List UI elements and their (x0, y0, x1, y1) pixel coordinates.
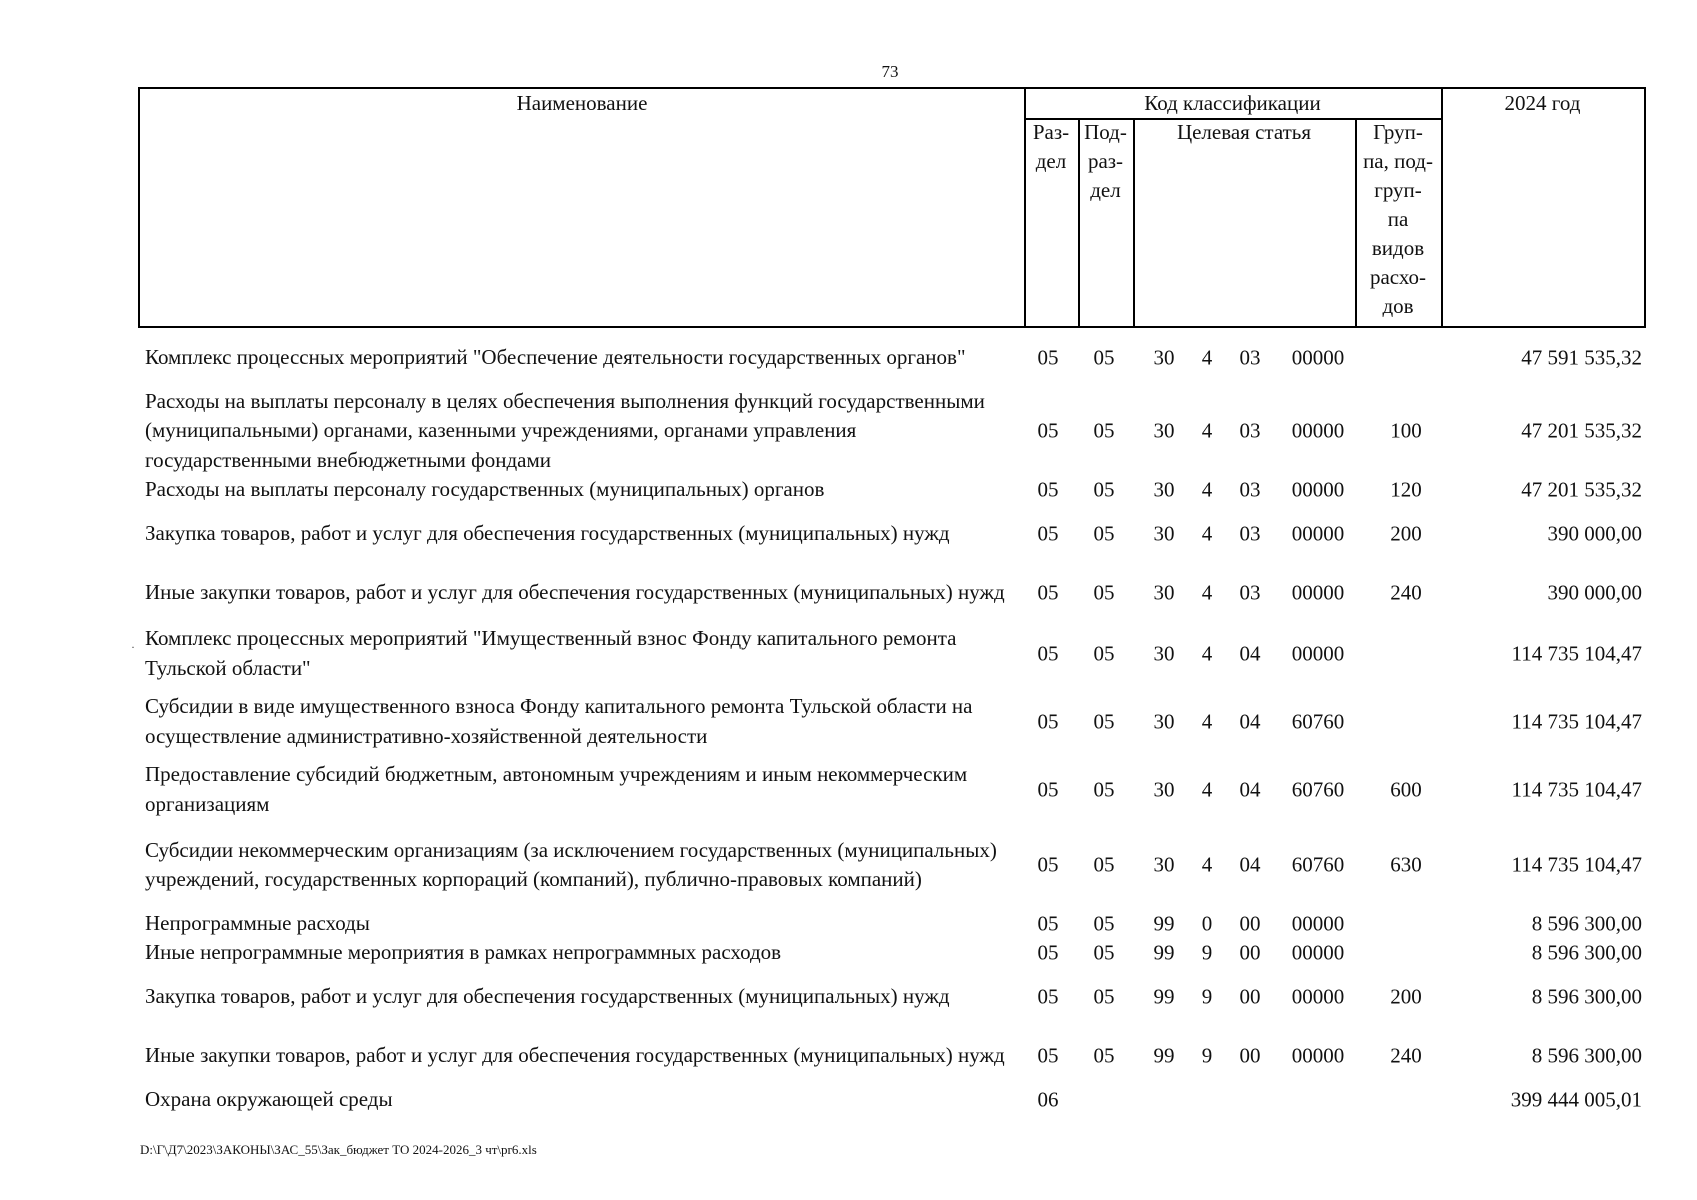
table-row (138, 758, 1646, 821)
row-code-t4: 60760 (1291, 776, 1345, 801)
header-target: Целевая статья (1176, 120, 1312, 144)
row-code-rz: 05 (1037, 1042, 1059, 1067)
row-code-rz: 05 (1037, 708, 1059, 733)
header-code-group: Код классификации (1144, 91, 1321, 115)
row-code-pr: 05 (1093, 1042, 1115, 1067)
row-name: Расходы на выплаты персоналу в целях обеспечения выполнения функций государственными (муниципальными) органами, казенными учреждениями, органами управления государственными внебюджетными фондами (145, 388, 985, 472)
table-row (138, 475, 1646, 504)
header-podrazdel (1078, 118, 1133, 205)
row-code-rz: 05 (1037, 910, 1059, 935)
row-code-t1: 30 (1153, 640, 1175, 665)
row-code-t1: 30 (1153, 476, 1175, 501)
row-code-t4: 00000 (1291, 476, 1345, 501)
row-amount: 8 596 300,00 (1531, 1042, 1642, 1067)
row-name: Субсидии в виде имущественного взноса Фонду капитального ремонта Тульской области на осуществление административно-хозяйственной деятельности (145, 694, 973, 748)
footer-file-path: D:\Г\Д7\2023\ЗАКОНЫ\ЗАС_55\Зак_бюджет ТО 2024-2026_3 чт\pr6.xls (140, 1142, 537, 1157)
table-body (138, 328, 1646, 1114)
row-name: Расходы на выплаты персоналу государственных (муниципальных) органов (145, 476, 825, 501)
table-row (138, 685, 1646, 758)
row-code-t4: 60760 (1291, 852, 1345, 877)
header-group-line: видов (1371, 236, 1425, 260)
row-code-pr: 05 (1093, 939, 1115, 964)
page-number: 73 (881, 62, 899, 81)
row-code-t2: 4 (1201, 708, 1213, 733)
row-code-t3: 00 (1239, 910, 1261, 935)
row-code-t2: 9 (1201, 939, 1213, 964)
row-code-pr: 05 (1093, 776, 1115, 801)
row-code-t2: 4 (1201, 852, 1213, 877)
row-code-vr: 600 (1390, 776, 1422, 801)
row-code-pr: 05 (1093, 708, 1115, 733)
row-code-vr: 240 (1390, 579, 1422, 604)
row-code-rz: 05 (1037, 939, 1059, 964)
row-code-t3: 04 (1239, 776, 1261, 801)
row-code-rz: 05 (1037, 579, 1059, 604)
row-amount: 47 201 535,32 (1521, 476, 1642, 501)
table-row (138, 938, 1646, 967)
row-code-vr: 630 (1390, 852, 1422, 877)
table-row (138, 504, 1646, 563)
row-code-t1: 99 (1153, 910, 1175, 935)
row-name: Иные непрограммные мероприятия в рамках непрограммных расходов (145, 939, 782, 964)
row-code-rz: 05 (1037, 476, 1059, 501)
table-row (138, 387, 1646, 475)
header-group-line: па, под- (1363, 149, 1433, 173)
row-amount: 390 000,00 (1547, 579, 1642, 604)
row-code-t4: 00000 (1291, 418, 1345, 443)
row-code-rz: 06 (1037, 1086, 1059, 1111)
row-code-t1: 99 (1153, 939, 1175, 964)
row-code-t4: 00000 (1291, 640, 1345, 665)
row-code-t4: 00000 (1291, 579, 1345, 604)
table-row (138, 909, 1646, 938)
row-amount: 114 735 104,47 (1511, 776, 1642, 801)
row-amount: 399 444 005,01 (1510, 1086, 1642, 1111)
row-code-t4: 00000 (1291, 1042, 1345, 1067)
row-code-t4: 60760 (1291, 708, 1345, 733)
row-code-t3: 03 (1239, 344, 1261, 369)
table-row (138, 622, 1646, 685)
row-name: Закупка товаров, работ и услуг для обеспечения государственных (муниципальных) нужд (145, 520, 950, 545)
row-code-t2: 4 (1201, 520, 1213, 545)
row-code-pr: 05 (1093, 910, 1115, 935)
header-podrazdel-line: дел (1090, 178, 1121, 202)
header-group-line: Груп- (1373, 120, 1423, 144)
row-code-t2: 9 (1201, 983, 1213, 1008)
row-code-t3: 03 (1239, 579, 1261, 604)
row-code-rz: 05 (1037, 344, 1059, 369)
row-code-t3: 00 (1239, 1042, 1261, 1067)
row-code-t2: 4 (1201, 579, 1213, 604)
row-code-t2: 4 (1201, 776, 1213, 801)
row-code-t4: 00000 (1291, 520, 1345, 545)
table-row (138, 1026, 1646, 1085)
row-code-t1: 99 (1153, 1042, 1175, 1067)
row-code-t3: 00 (1239, 939, 1261, 964)
row-amount: 8 596 300,00 (1531, 983, 1642, 1008)
row-code-rz: 05 (1037, 983, 1059, 1008)
row-code-pr: 05 (1093, 640, 1115, 665)
row-code-pr: 05 (1093, 476, 1115, 501)
row-name: Комплекс процессных мероприятий "Имущественный взнос Фонду капитального ремонта Тульской области" (145, 626, 957, 680)
row-code-pr: 05 (1093, 852, 1115, 877)
row-name: Иные закупки товаров, работ и услуг для обеспечения государственных (муниципальных) нужд (145, 1042, 1005, 1067)
row-code-t2: 4 (1201, 418, 1213, 443)
row-code-pr: 05 (1093, 344, 1115, 369)
row-amount: 114 735 104,47 (1511, 640, 1642, 665)
table-header (138, 87, 1646, 328)
row-code-t1: 30 (1153, 520, 1175, 545)
row-code-rz: 05 (1037, 640, 1059, 665)
row-code-t1: 30 (1153, 579, 1175, 604)
table-row (138, 563, 1646, 622)
row-amount: 8 596 300,00 (1531, 910, 1642, 935)
header-year: 2024 год (1504, 91, 1581, 115)
row-code-t3: 04 (1239, 708, 1261, 733)
row-code-rz: 05 (1037, 520, 1059, 545)
row-code-t2: 4 (1201, 476, 1213, 501)
row-code-t3: 03 (1239, 476, 1261, 501)
header-razdel (1024, 118, 1078, 176)
row-code-t1: 30 (1153, 418, 1175, 443)
row-code-t1: 30 (1153, 708, 1175, 733)
row-amount: 390 000,00 (1547, 520, 1642, 545)
header-razdel-line: Раз- (1032, 120, 1070, 144)
row-amount: 114 735 104,47 (1511, 708, 1642, 733)
row-code-pr: 05 (1093, 983, 1115, 1008)
row-code-t4: 00000 (1291, 939, 1345, 964)
header-group-line: па (1387, 207, 1409, 231)
row-name: Предоставление субсидий бюджетным, автономным учреждениям и иным некоммерческим организациям (145, 762, 968, 816)
header-razdel-line: дел (1035, 149, 1067, 173)
row-code-t2: 9 (1201, 1042, 1213, 1067)
header-group (1355, 118, 1441, 321)
header-podrazdel-line: Под- (1084, 120, 1127, 144)
header-group-line: расхо- (1369, 265, 1427, 289)
row-code-vr: 200 (1390, 520, 1422, 545)
row-code-t2: 4 (1201, 640, 1213, 665)
row-code-t3: 04 (1239, 640, 1261, 665)
row-name: Субсидии некоммерческим организациям (за исключением государственных (муниципальных) учреждений, государственных корпораций (компаний), публично-правовых компаний) (145, 837, 997, 891)
table-row (138, 967, 1646, 1026)
header-group-line: дов (1382, 294, 1414, 318)
row-name: Комплекс процессных мероприятий "Обеспечение деятельности государственных органов" (145, 344, 966, 369)
row-amount: 114 735 104,47 (1511, 852, 1642, 877)
row-name: Охрана окружающей среды (145, 1086, 393, 1111)
table-row (138, 821, 1646, 909)
row-code-vr: 100 (1390, 418, 1422, 443)
row-code-pr: 05 (1093, 418, 1115, 443)
row-code-t1: 30 (1153, 852, 1175, 877)
row-code-t2: 4 (1201, 344, 1213, 369)
table-row (138, 328, 1646, 387)
row-name: Закупка товаров, работ и услуг для обеспечения государственных (муниципальных) нужд (145, 983, 950, 1008)
row-amount: 8 596 300,00 (1531, 939, 1642, 964)
divider (1441, 89, 1443, 326)
row-code-t2: 0 (1201, 910, 1213, 935)
row-name: Непрограммные расходы (145, 910, 370, 935)
row-code-t4: 00000 (1291, 344, 1345, 369)
row-code-t3: 03 (1239, 418, 1261, 443)
row-code-t1: 30 (1153, 344, 1175, 369)
row-code-t4: 00000 (1291, 983, 1345, 1008)
row-code-t3: 00 (1239, 983, 1261, 1008)
row-code-vr: 120 (1390, 476, 1422, 501)
margin-mark: · (131, 640, 135, 654)
row-name: Иные закупки товаров, работ и услуг для обеспечения государственных (муниципальных) нужд (145, 579, 1005, 604)
header-name: Наименование (516, 91, 648, 115)
row-code-vr: 200 (1390, 983, 1422, 1008)
row-code-t4: 00000 (1291, 910, 1345, 935)
row-code-t3: 03 (1239, 520, 1261, 545)
row-code-t1: 99 (1153, 983, 1175, 1008)
row-code-rz: 05 (1037, 418, 1059, 443)
header-podrazdel-line: раз- (1087, 149, 1124, 173)
row-code-pr: 05 (1093, 579, 1115, 604)
row-code-rz: 05 (1037, 776, 1059, 801)
row-code-t1: 30 (1153, 776, 1175, 801)
header-group-line: груп- (1374, 178, 1422, 202)
divider (1133, 118, 1135, 326)
row-amount: 47 201 535,32 (1521, 418, 1642, 443)
row-code-vr: 240 (1390, 1042, 1422, 1067)
row-code-t3: 04 (1239, 852, 1261, 877)
row-code-pr: 05 (1093, 520, 1115, 545)
table-row (138, 1085, 1646, 1114)
row-amount: 47 591 535,32 (1521, 344, 1642, 369)
row-code-rz: 05 (1037, 852, 1059, 877)
